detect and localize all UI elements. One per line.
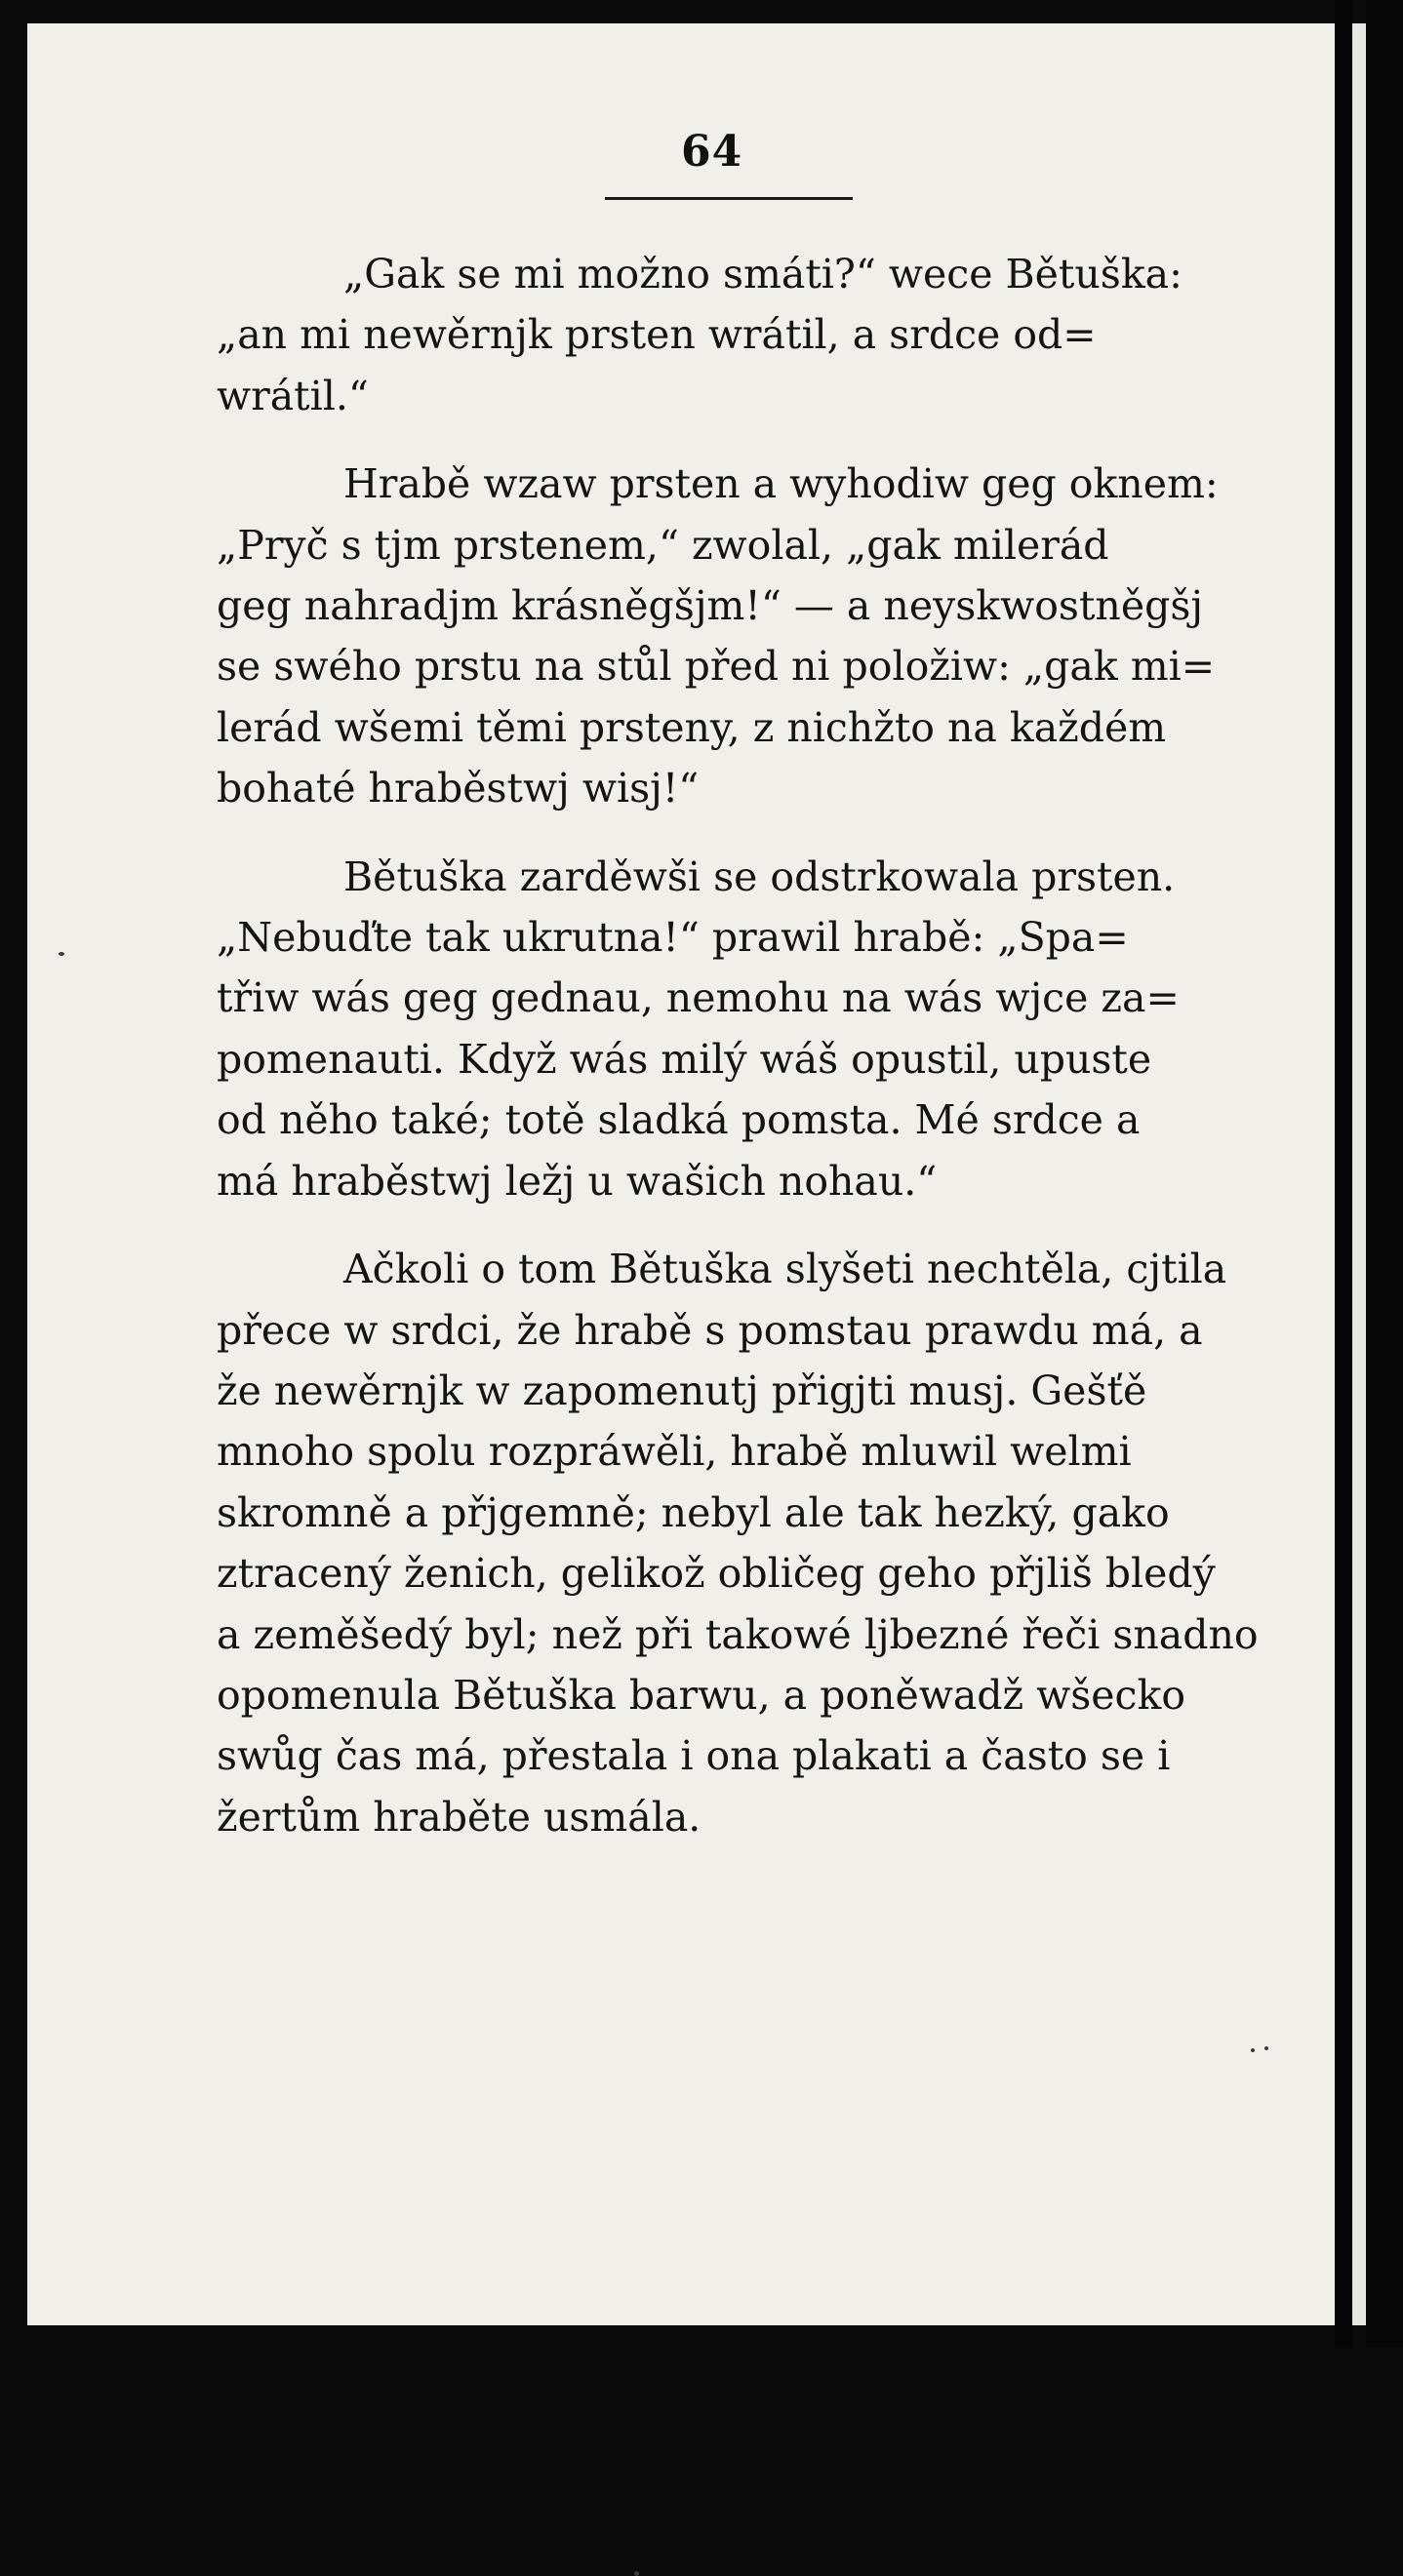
- text-line: bohaté hraběstwj wisj!“: [217, 765, 700, 812]
- paper-speck: [59, 952, 64, 956]
- text-line: od něho také; totě sladká pomsta. Mé srdce a: [217, 1096, 1141, 1144]
- header-rule: [605, 197, 853, 200]
- text-line: „an mi newěrnjk prsten wrátil, a srdce od=: [217, 311, 1097, 359]
- text-line: třiw wás geg gednau, nemohu na wás wjce za=: [217, 974, 1180, 1022]
- text-line: „Pryč s tjm prstenem,“ zwolal, „gak milerád: [217, 521, 1109, 569]
- paragraph-2: [217, 454, 1261, 818]
- text-line: žertům hraběte usmála.: [217, 1793, 702, 1841]
- book-spine-shadow: [1335, 0, 1352, 2348]
- text-line: Hrabě wzaw prsten a wyhodiw geg oknem:: [343, 460, 1219, 508]
- text-line: lerád wšemi těmi prsteny, z nichžto na každém: [217, 703, 1167, 751]
- text-line: se swého prstu na stůl před ni položiw: „gak mi=: [217, 643, 1216, 691]
- text-line: přece w srdci, že hrabě s pomstau prawdu má, a: [217, 1306, 1203, 1354]
- text-line: pomenauti. Když wás milý wáš opustil, upuste: [217, 1035, 1152, 1083]
- next-page-edge: [1352, 23, 1366, 2325]
- text-line: Bětuška zarděwši se odstrkowala prsten.: [343, 852, 1176, 900]
- text-line: swůg čas má, přestala i ona plakati a často se i: [217, 1732, 1171, 1780]
- text-line: že newěrnjk w zapomenutj přigjti musj. Gešťě: [217, 1367, 1147, 1414]
- text-line: wrátil.“: [217, 372, 369, 419]
- paper-speck: [1251, 2048, 1255, 2052]
- paragraph-1: [217, 244, 1261, 426]
- text-line: „Gak se mi možno smáti?“ wece Bětuška:: [343, 251, 1183, 297]
- paragraph-4: [217, 1239, 1261, 1847]
- text-line: opomenula Bětuška barwu, a poněwadž wšecko: [217, 1671, 1186, 1719]
- text-line: a zeměšedý byl; než při takowé ljbezné řeči snadno: [217, 1610, 1259, 1658]
- paragraph-3: [217, 847, 1261, 1211]
- body-text: [217, 244, 1261, 1875]
- text-line: „Nebuďte tak ukrutna!“ prawil hrabě: „Spa=: [217, 914, 1129, 962]
- text-line: skromně a přjgemně; nebyl ale tak hezký, gako: [217, 1488, 1170, 1536]
- text-line: ztracený ženich, gelikož obličeg geho přjliš bledý: [217, 1550, 1216, 1598]
- text-line: Ačkoli o tom Bětuška slyšeti nechtěla, cjtila: [343, 1246, 1227, 1293]
- paper-speck: [1264, 2046, 1268, 2050]
- text-line: mnoho spolu rozpráwěli, hrabě mluwil welmi: [217, 1428, 1132, 1476]
- scan-border: [1366, 0, 1403, 2348]
- page-number: 64: [681, 127, 743, 177]
- text-line: geg nahradjm krásněgšjm!“ — a neyskwostněgšj: [217, 582, 1204, 630]
- paper-speck: [634, 2571, 639, 2576]
- text-line: má hraběstwj ležj u wašich nohau.“: [217, 1157, 938, 1205]
